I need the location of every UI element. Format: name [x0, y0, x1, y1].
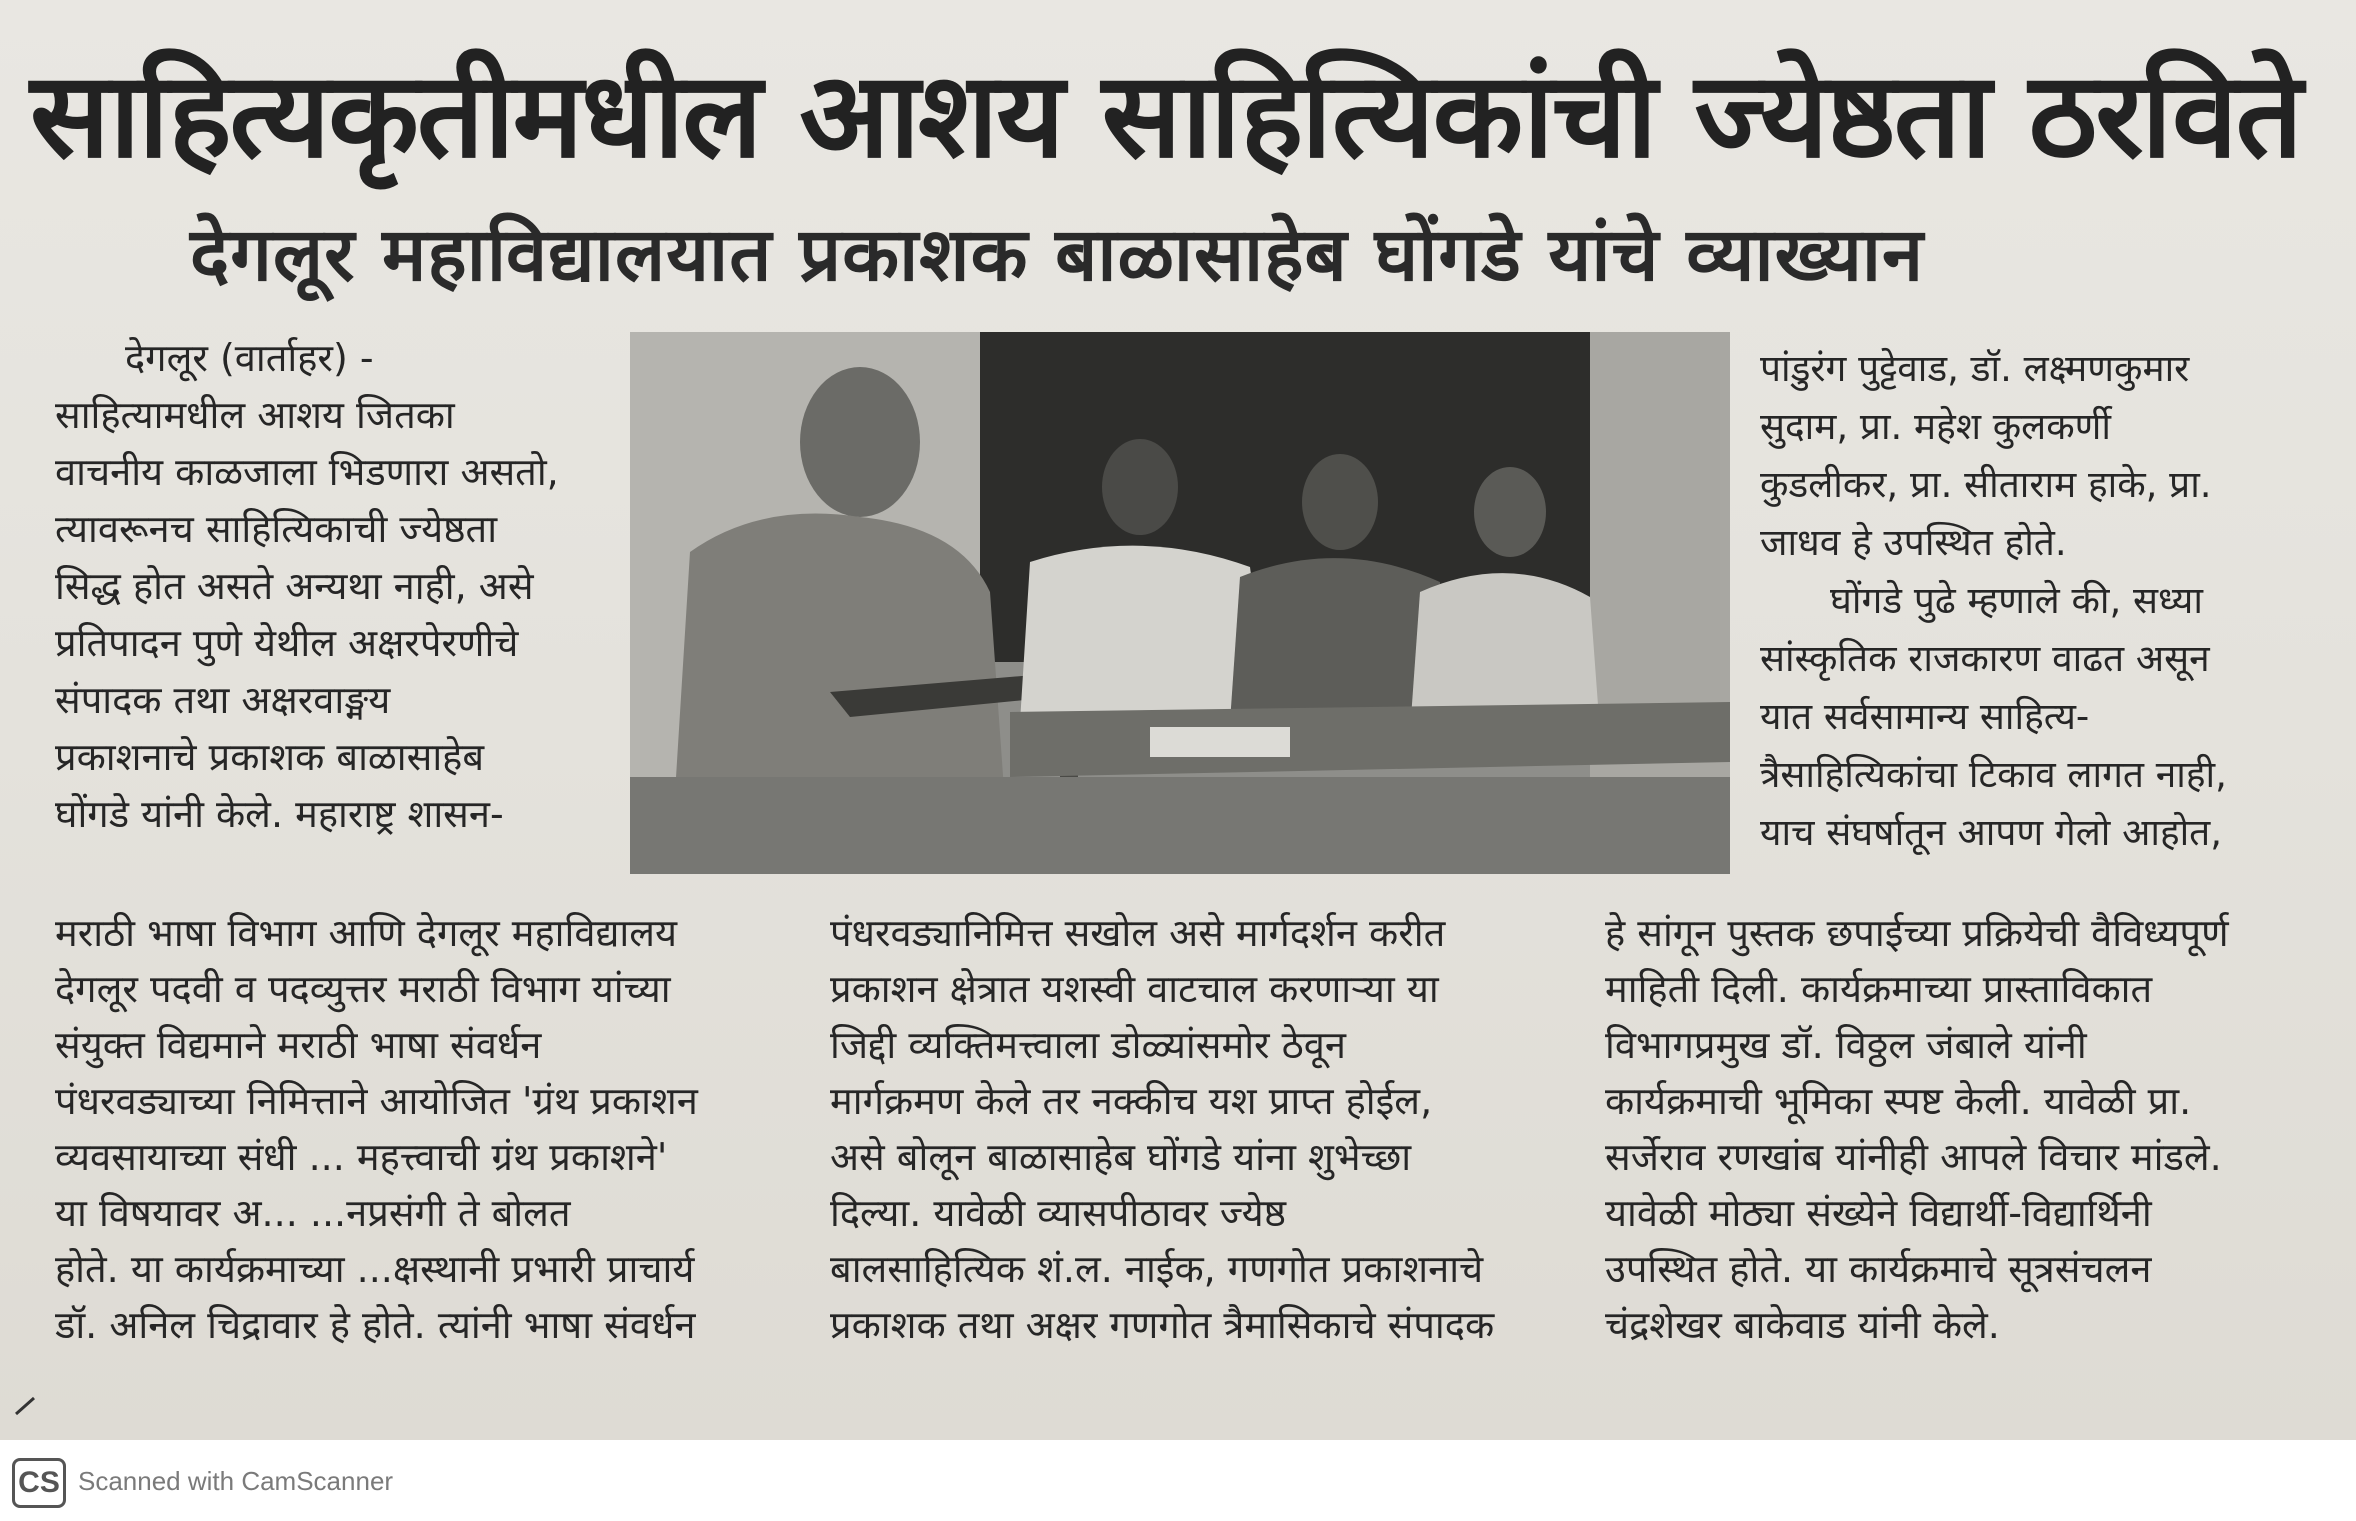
column-1-bottom — [55, 905, 775, 1353]
text-line: संयुक्त विद्यमाने मराठी भाषा संवर्धन — [55, 1023, 542, 1067]
text-line: पंधरवड्याच्या निमित्ताने आयोजित 'ग्रंथ प्रकाशन — [55, 1079, 698, 1123]
text-line: पंधरवड्यानिमित्त सखोल असे मार्गदर्शन करीत — [830, 911, 1446, 955]
text-line: हे सांगून पुस्तक छपाईच्या प्रक्रियेची वैविध्यपूर्ण — [1605, 911, 2229, 955]
text-line: डॉ. अनिल चिद्रावार हे होते. त्यांनी भाषा संवर्धन — [55, 1303, 696, 1347]
text-line: पांडुरंग पुट्टेवाड, डॉ. लक्ष्मणकुमार — [1760, 347, 2190, 390]
text-line: कुडलीकर, प्रा. सीताराम हाके, प्रा. — [1760, 463, 2212, 506]
text-line: संपादक तथा अक्षरवाङ्मय — [55, 678, 391, 722]
text-line: त्यावरूनच साहित्यिकाची ज्येष्ठता — [55, 507, 498, 551]
text-line: प्रकाशक तथा अक्षर गणगोत त्रैमासिकाचे संपादक — [830, 1303, 1495, 1347]
text-line: माहिती दिली. कार्यक्रमाच्या प्रास्ताविकात — [1605, 967, 2153, 1011]
article-headline: साहित्यकृतीमधील आशय साहित्यिकांची ज्येष्ठता ठरविते — [30, 46, 2301, 184]
text-line: त्रैसाहित्यिकांचा टिकाव लागत नाही, — [1760, 753, 2227, 796]
text-line: असे बोलून बाळासाहेब घोंगडे यांना शुभेच्छा — [830, 1135, 1412, 1179]
text-line: होते. या कार्यक्रमाच्या ...क्षस्थानी प्रभारी प्राचार्य — [55, 1247, 695, 1291]
text-line: देगलूर पदवी व पदव्युत्तर मराठी विभाग यांच्या — [55, 967, 671, 1011]
text-line: विभागप्रमुख डॉ. विठ्ठल जंबाले यांनी — [1605, 1023, 2087, 1067]
column-3-top — [1760, 340, 2320, 862]
text-line: सुदाम, प्रा. महेश कुलकर्णी — [1760, 405, 2111, 448]
text-line: सिद्ध होत असते अन्यथा नाही, असे — [55, 564, 534, 608]
text-line: बालसाहित्यिक शं.ल. नाईक, गणगोत प्रकाशनाचे — [830, 1247, 1484, 1291]
scanner-watermark-text: Scanned with CamScanner — [78, 1466, 394, 1496]
text-line: वाचनीय काळजाला भिडणारा असतो, — [55, 450, 559, 494]
text-line: मार्गक्रमण केले तर नक्कीच यश प्राप्त होईल, — [830, 1079, 1433, 1123]
text-line: याच संघर्षातून आपण गेलो आहोत, — [1760, 811, 2223, 854]
event-photo — [630, 332, 1730, 874]
text-line: सर्जेराव रणखांब यांनीही आपले विचार मांडले. — [1605, 1135, 2222, 1179]
text-line: प्रकाशन क्षेत्रात यशस्वी वाटचाल करणाऱ्या या — [830, 967, 1439, 1011]
dateline: देगलूर (वार्ताहर) - — [125, 336, 374, 380]
text-line: जाधव हे उपस्थित होते. — [1760, 521, 2067, 564]
text-line: यावेळी मोठ्या संख्येने विद्यार्थी-विद्यार्थिनी — [1605, 1191, 2152, 1235]
text-line: कार्यक्रमाची भूमिका स्पष्ट केली. यावेळी प्रा. — [1605, 1079, 2192, 1123]
text-line: सांस्कृतिक राजकारण वाढत असून — [1760, 637, 2210, 680]
text-line: घोंगडे यांनी केले. महाराष्ट्र शासन- — [55, 792, 504, 836]
text-line: प्रतिपादन पुणे येथील अक्षरपेरणीचे — [55, 621, 519, 665]
text-line: व्यवसायाच्या संधी ... महत्त्वाची ग्रंथ प्रकाशने' — [55, 1135, 668, 1179]
column-2 — [830, 905, 1550, 1353]
text-line: या विषयावर अ... ...नप्रसंगी ते बोलत — [55, 1191, 571, 1235]
text-line: चंद्रशेखर बाकेवाड यांनी केले. — [1605, 1303, 2000, 1347]
text-line: दिल्या. यावेळी व्यासपीठावर ज्येष्ठ — [830, 1191, 1287, 1235]
text-line: जिद्दी व्यक्तिमत्त्वाला डोळ्यांसमोर ठेवून — [830, 1023, 1346, 1067]
text-line: घोंगडे पुढे म्हणाले की, सध्या — [1830, 579, 2203, 622]
camscanner-logo-icon: CS — [12, 1458, 66, 1508]
text-line: प्रकाशनाचे प्रकाशक बाळासाहेब — [55, 735, 485, 779]
pen-mark-icon — [12, 1390, 42, 1420]
article-subheadline: देगलूर महाविद्यालयात प्रकाशक बाळासाहेब घोंगडे यांचे व्याख्यान — [190, 212, 1925, 298]
column-3-bottom — [1605, 905, 2325, 1353]
text-line: यात सर्वसामान्य साहित्य- — [1760, 695, 2090, 738]
photo-image — [630, 332, 1730, 874]
text-line: मराठी भाषा विभाग आणि देगलूर महाविद्यालय — [55, 911, 678, 955]
text-line: उपस्थित होते. या कार्यक्रमाचे सूत्रसंचलन — [1605, 1247, 2152, 1291]
text-line: साहित्यामधील आशय जितका — [55, 393, 455, 437]
